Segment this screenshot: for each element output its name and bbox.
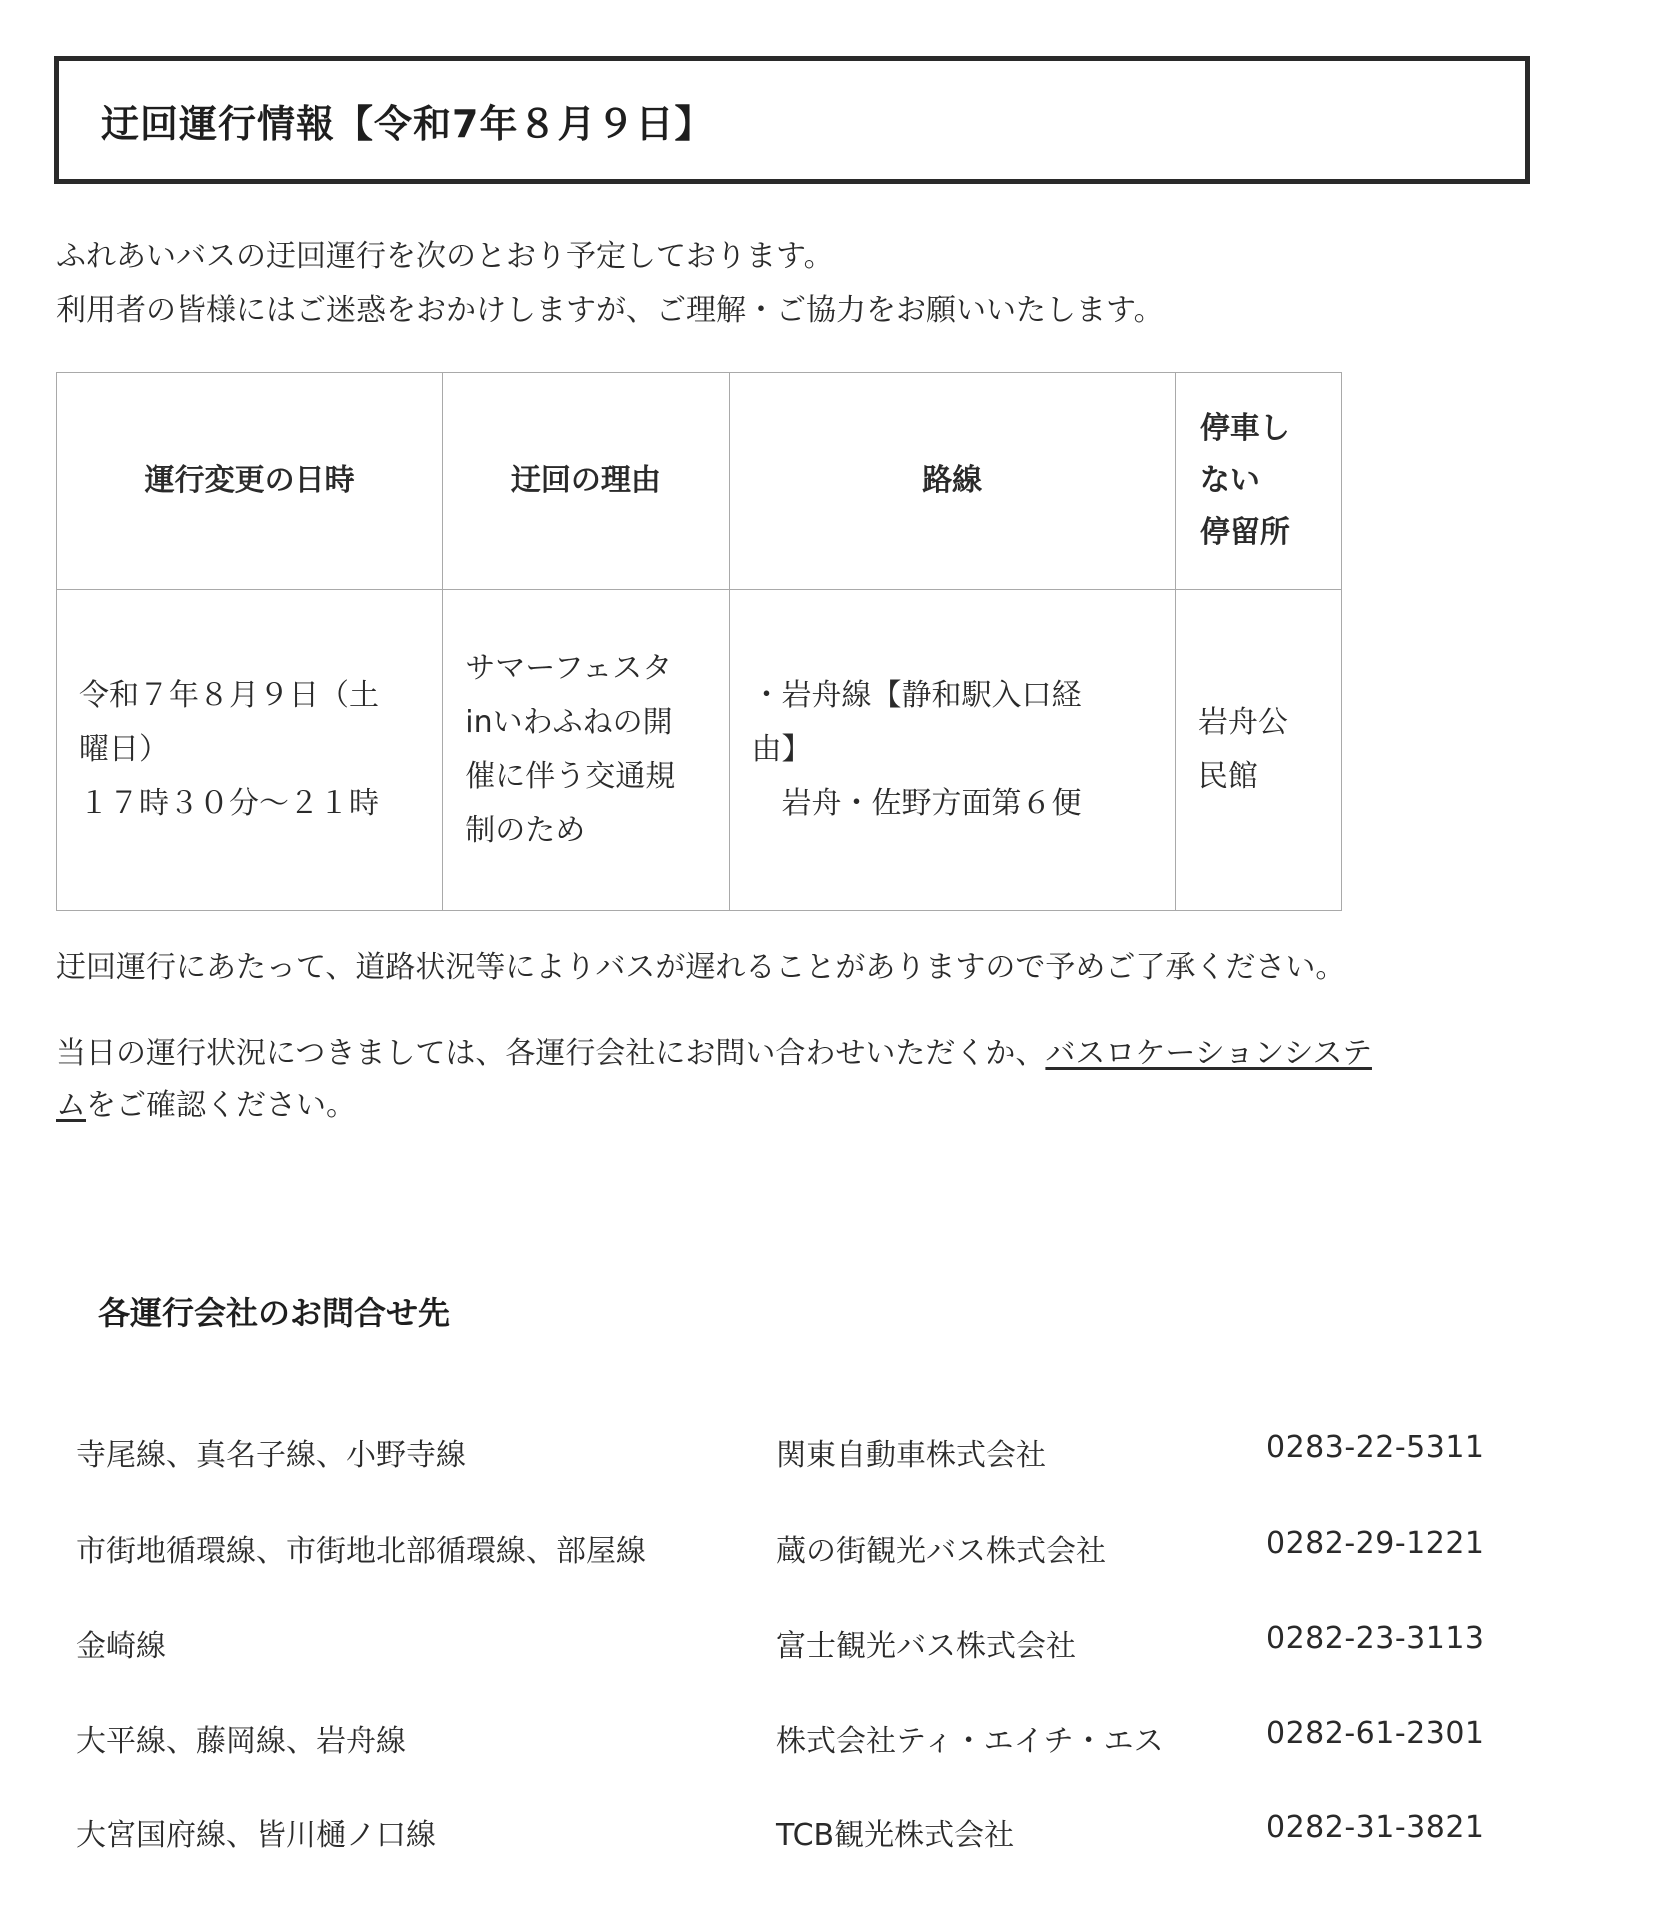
contact-lines: 金崎線 <box>76 1629 166 1664</box>
reason-line-1: サマーフェスタ <box>465 651 673 686</box>
contact-phone: 0282-23-3113 <box>1266 1621 1485 1656</box>
cell-reason <box>443 590 729 911</box>
route-line-2: 由】 <box>751 732 812 767</box>
header-date: 運行変更の日時 <box>57 373 443 590</box>
contact-row <box>0 1810 1661 1860</box>
status-note <box>56 1028 1536 1132</box>
header-stop-line-2: ない <box>1199 463 1260 498</box>
header-stop-line-3: 停留所 <box>1199 515 1290 550</box>
header-stop <box>1175 373 1341 590</box>
contact-row <box>0 1716 1661 1766</box>
intro-line-2: 利用者の皆様にはご迷惑をおかけしますが、ご理解・ご協力をお願いいたします。 <box>56 293 1164 328</box>
contact-company: 富士観光バス株式会社 <box>776 1629 1076 1664</box>
cell-stop <box>1175 590 1341 911</box>
bus-location-link-part-2[interactable]: ム <box>56 1088 86 1123</box>
contact-company: 関東自動車株式会社 <box>776 1438 1046 1473</box>
contact-phone: 0282-29-1221 <box>1266 1526 1485 1561</box>
contact-lines: 市街地循環線、市街地北部循環線、部屋線 <box>76 1534 646 1569</box>
detour-table <box>56 372 1342 911</box>
contact-phone: 0282-31-3821 <box>1266 1810 1485 1845</box>
contact-row <box>0 1621 1661 1671</box>
reason-line-2: inいわふねの開 <box>465 705 673 740</box>
date-line-3: １７時３０分～２１時 <box>79 786 379 821</box>
header-reason: 迂回の理由 <box>443 373 729 590</box>
contact-row <box>0 1430 1661 1480</box>
cell-route <box>729 590 1175 911</box>
header-route: 路線 <box>729 373 1175 590</box>
contact-lines: 寺尾線、真名子線、小野寺線 <box>76 1438 466 1473</box>
date-line-2: 曜日） <box>79 732 169 767</box>
cell-date <box>57 590 443 911</box>
date-line-1: 令和７年８月９日（土 <box>79 678 379 713</box>
reason-line-3: 催に伴う交通規 <box>465 759 676 794</box>
delay-note: 迂回運行にあたって、道路状況等によりバスが遅れることがありますので予めご了承ください。 <box>56 950 1346 985</box>
stop-line-1: 岩舟公 <box>1197 705 1288 740</box>
contacts-heading: 各運行会社のお問合せ先 <box>98 1294 451 1332</box>
contact-phone: 0283-22-5311 <box>1266 1430 1485 1465</box>
contact-lines: 大宮国府線、皆川樋ノ口線 <box>76 1818 436 1853</box>
page-title: 迂回運行情報【令和7年８月９日】 <box>101 101 714 146</box>
contact-lines: 大平線、藤岡線、岩舟線 <box>76 1724 406 1759</box>
route-line-3: 岩舟・佐野方面第６便 <box>781 786 1082 821</box>
reason-line-4: 制のため <box>465 813 586 848</box>
contact-phone: 0282-61-2301 <box>1266 1716 1485 1751</box>
contact-company: TCB観光株式会社 <box>776 1818 1015 1853</box>
status-note-tail: をご確認ください。 <box>86 1088 356 1123</box>
contact-company: 蔵の街観光バス株式会社 <box>776 1534 1106 1569</box>
intro-line-1: ふれあいバスの迂回運行を次のとおり予定しております。 <box>56 239 834 274</box>
status-note-text: 当日の運行状況につきましては、各運行会社にお問い合わせいただくか、 <box>56 1036 1046 1071</box>
route-line-1: ・岩舟線【静和駅入口経 <box>751 678 1082 713</box>
intro-text <box>56 230 1164 338</box>
table-row <box>57 590 1342 911</box>
contact-row <box>0 1526 1661 1576</box>
table-header-row <box>57 373 1342 590</box>
contact-company: 株式会社ティ・エイチ・エス <box>776 1724 1164 1759</box>
bus-location-link-part-1[interactable]: バスロケーションシステ <box>1045 1036 1372 1071</box>
header-stop-line-1: 停車し <box>1199 411 1290 446</box>
title-box <box>54 56 1530 184</box>
stop-line-2: 民館 <box>1197 759 1258 794</box>
